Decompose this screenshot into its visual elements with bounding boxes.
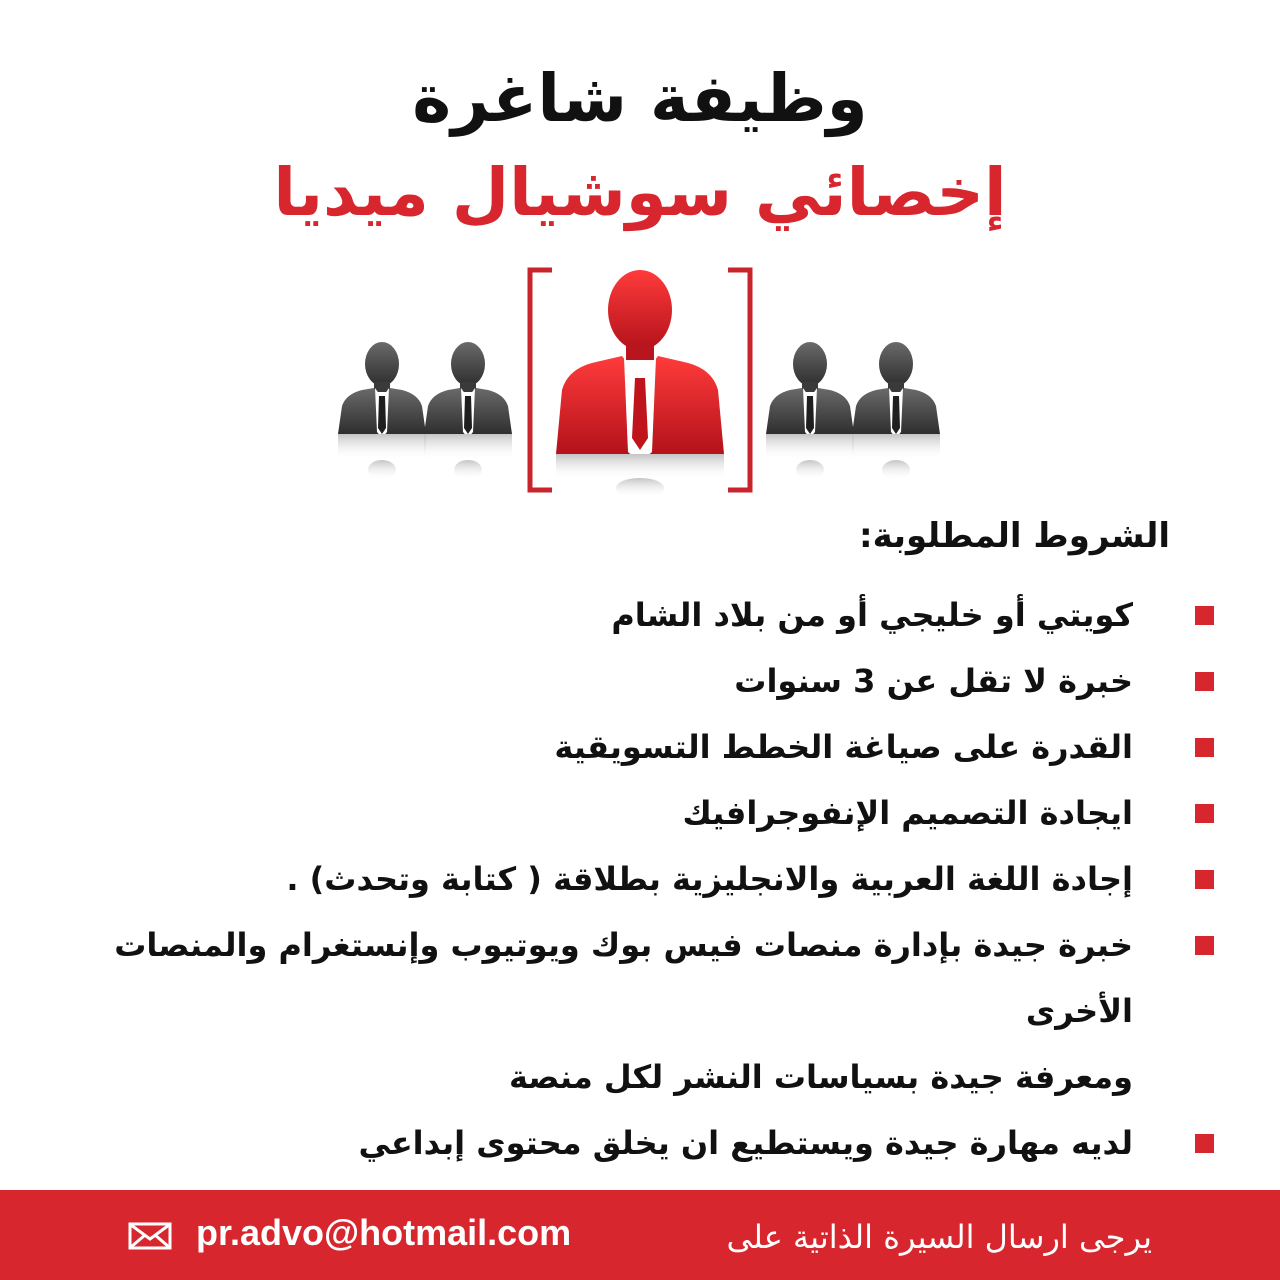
square-bullet-icon [1195,1134,1214,1153]
list-item-text: كويتي أو خليجي أو من بلاد الشام [611,596,1133,634]
list-item [50,846,1170,912]
list-item-text: القدرة على صياغة الخطط التسويقية [554,728,1133,766]
team-candidate-icon [330,262,950,502]
list-item-text: لديه مهارة جيدة ويستطيع ان يخلق محتوى إبداعي [358,1124,1133,1162]
list-item [50,582,1170,648]
square-bullet-icon [1195,672,1214,691]
requirements-title: الشروط المطلوبة: [859,516,1170,556]
list-item-text: خبرة لا تقل عن 3 سنوات [734,662,1133,700]
list-item-text: خبرة جيدة بإدارة منصات فيس بوك ويوتيوب وإنستغرام والمنصات الأخرى ومعرفة جيدة بسياسات النشر لكل منصة [114,926,1133,1096]
list-item [50,912,1170,1110]
requirements-section [50,510,1170,1242]
square-bullet-icon [1195,936,1214,955]
list-item-text: ايجادة التصميم الإنفوجرافيك [682,794,1133,832]
list-item-text: إجادة اللغة العربية والانجليزية بطلاقة ( كتابة وتحدث) . [286,860,1133,898]
footer-bar [0,1190,1280,1280]
square-bullet-icon [1195,606,1214,625]
list-item [50,714,1170,780]
list-item [50,1110,1170,1176]
footer-instruction: يرجى ارسال السيرة الذاتية على [726,1218,1152,1256]
list-item [50,648,1170,714]
list-item [50,780,1170,846]
square-bullet-icon [1195,804,1214,823]
square-bullet-icon [1195,870,1214,889]
poster-title: وظيفة شاغرة [412,60,868,137]
requirements-list [50,582,1170,1242]
job-role-title: إخصائي سوشيال ميديا [273,154,1007,231]
contact-email-link[interactable]: pr.advo@hotmail.com [196,1212,572,1253]
envelope-icon [128,1222,172,1250]
square-bullet-icon [1195,738,1214,757]
